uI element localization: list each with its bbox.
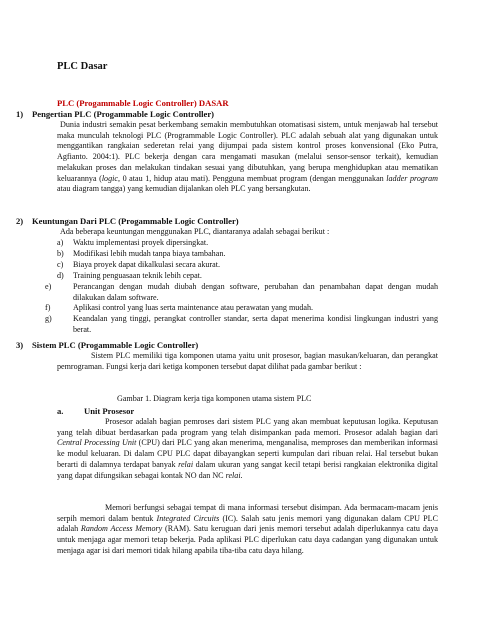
memory-paragraph: Memori berfungsi sebagai tempat di mana informasi tersebut disimpan. Ada bermacam-macam jenis serpih memori dalam bentuk Integrated Circuits (IC). Salah satu jenis memori yang digunakan dalam CPU PLC adalah Random Access Memory (RAM). Satu keruguan dari jenis memori tersebut adalah diperlukannya catu daya untuk menjaga agar memori tetap bekerja. Pada aplikasi PLC diperlukan catu daya cadangan yang digunakan untuk menjaga agar isi dari memori tidak hilang apabila tiba-tiba catu daya hilang.	[57, 503, 438, 555]
section-2-heading	[16, 216, 316, 227]
section-3-paragraph: Sistem PLC memiliki tiga komponen utama yaitu unit prosesor, bagian masukan/keluaran, dan perangkat pemrograman. Fungsi kerja dari ketiga komponen tersebut dapat dilihat pada gambar berikut :	[57, 351, 438, 371]
section-heading-text: Pengertian PLC (Progammable Logic Controller)	[32, 109, 215, 119]
list-item: c) Biaya proyek dapat dikalkulasi secara akurat.	[57, 259, 220, 269]
list-item: a) Waktu implementasi proyek dipersingkat.	[57, 238, 209, 247]
section-number: 3)	[16, 340, 24, 350]
list-item: g) Keandalan yang tinggi, perangkat controller standar, serta dapat menerima kondisi lingkungan industri yang berat.	[45, 314, 438, 335]
advantages-list	[45, 238, 438, 336]
section-2-intro: Ada beberapa keuntungan menggunakan PLC, diantaranya adalah sebagai berikut :	[60, 227, 330, 236]
list-item: d) Training penguasaan teknik lebih cepat.	[57, 270, 202, 280]
list-item: b) Modifikasi lebih mudah tanpa biaya tambahan.	[57, 248, 226, 258]
section-heading-text: Keuntungan Dari PLC (Progammable Logic Controller)	[32, 216, 239, 226]
section-1-paragraph: Dunia industri semakin pesat berkembang semakin membutuhkan otomatisasi sistem, untuk menjawab hal tersebut maka munculah teknologi PLC (Programmable Logic Controller). PLC adalah sebuah alat yang digunakan untuk menggantikan rangkaian sederetan relai yang dijumpai pada sistem kontrol proses konvensional (Eko Putra, Agfianto. 2004:1). PLC bekerja dengan cara mengamati masukan (melalui sensor-sensor terkait), kemudian melakukan proses dan melakukan tindakan sesuai yang dibutuhkan, yang berupa menghidupkan atau mematikan keluarannya (logic, 0 atau 1, hidup atau mati). Pengguna membuat program (dengan menggunakan ladder program atau diagram tangga) yang kemudian dijalankan oleh PLC yang bersangkutan.	[57, 120, 438, 194]
figure-caption: Gambar 1. Diagram kerja tiga komponen utama sistem PLC	[117, 394, 312, 403]
section-number: 2)	[16, 216, 24, 226]
list-item: e) Perancangan dengan mudah diubah dengan software, perubahan dan penambahan dapat dengan mudah dilakukan dalam software.	[45, 281, 438, 302]
document-subtitle: PLC (Progammable Logic Controller) DASAR	[57, 98, 229, 108]
document-title: PLC Dasar	[57, 61, 108, 72]
processor-paragraph: Prosesor adalah bagian pemroses dari sistem PLC yang akan membuat keputusan logika. Keputusan yang telah dibuat berdasarkan pada program yang telah disimpankan pada memori. Prosesor adalah bagian dari Central Processing Unit (CPU) dari PLC yang akan menerima, menganalisa, memproses dan memberikan informasi ke modul keluaran. Di dalam CPU PLC dapat dibayangkan seperti kumpulan dari ribuan relai. Hal tersebut bukan berarti di dalamnya terdapat banyak relai dalam ukuran yang sangat kecil tetapi berisi rangkaian elektronika digital yang dapat difungsikan sebagai kontak NO dan NC relai.	[57, 417, 438, 480]
section-heading-text: Sistem PLC (Progammable Logic Controller)	[32, 340, 199, 350]
document-page: PLC Dasar PLC (Progammable Logic Controller) DASAR 1) Pengertian PLC (Progammable Logic Controller) Dunia industri semakin pesat berkembang semakin membutuhkan otomatisasi sistem, untuk menjawab hal tersebut maka munculah teknologi PLC (Programmable Logic Controller). PLC adalah sebuah alat yang digunakan untuk menggantikan rangkaian sederetan relai yang dijumpai pada sistem kontrol proses konvensional (Eko Putra, Agfianto. 2004:1). PLC bekerja dengan cara mengamati masukan (melalui sensor-sensor terkait), kemudian melakukan proses dan melakukan tindakan sesuai yang dibutuhkan, yang berupa menghidupkan atau mematikan keluarannya (logic, 0 atau 1, hidup atau mati). Pengguna membuat program (dengan menggunakan ladder program atau diagram tangga) yang kemudian dijalankan oleh PLC yang bersangkutan. 2) Keuntungan Dari PLC (Progammable Logic Controller) Ada beberapa keuntungan menggunakan PLC, diantaranya adalah sebagai berikut : a) Waktu implementasi proyek dipersingkat. b) Modifikasi lebih mudah tanpa biaya tambahan. c) Biaya proyek dapat dikalkulasi secara akurat. d) Training penguasaan teknik lebih cepat. e) Perancangan dengan mudah diubah dengan software, perubahan dan penambahan dapat dengan mudah dilakukan dalam software. f) Aplikasi control yang luas serta maintenance atau perawatan yang mudah. g) Keandalan yang tinggi, perangkat controller standar, serta dapat menerima kondisi lingkungan industri yang berat. 3) Sistem PLC (Progammable Logic Controller) Sistem PLC memiliki tiga komponen utama yaitu unit prosesor, bagian masukan/keluaran, dan perangkat pemrograman. Fungsi kerja dari ketiga komponen tersebut dapat dilihat pada gambar berikut : Gambar 1. Diagram kerja tiga komponen utama sistem PLC a. Unit Prosesor Prosesor adalah bagian pemroses dari sistem PLC yang akan membuat keputusan logika. Keputusan yang telah dibuat berdasarkan pada program yang telah disimpankan pada memori. Prosesor adalah bagian dari Central Processing Unit (CPU) dari PLC yang akan menerima, menganalisa, memproses dan memberikan informasi ke modul keluaran. Di dalam CPU PLC dapat dibayangkan seperti kumpulan dari ribuan relai. Hal tersebut bukan berarti di dalamnya terdapat banyak relai dalam ukuran yang sangat kecil tetapi berisi rangkaian elektronika digital yang dapat difungsikan sebagai kontak NO dan NC relai. Memori berfungsi sebagai tempat di mana informasi tersebut disimpan. Ada bermacam-macam jenis serpih memori dalam bentuk Integrated Circuits (IC). Salah satu jenis memori yang digunakan dalam CPU PLC adalah Random Access Memory (RAM). Satu keruguan dari jenis memori tersebut adalah diperlukannya catu daya untuk menjaga agar memori tetap bekerja. Pada aplikasi PLC diperlukan catu daya cadangan yang digunakan untuk menjaga agar isi dari memori tidak hilang apabila tiba-tiba catu daya hilang.	[16, 61, 438, 555]
section-1-heading	[16, 109, 316, 120]
section-number: 1)	[16, 109, 24, 119]
list-item: f) Aplikasi control yang luas serta maintenance atau perawatan yang mudah.	[45, 303, 314, 313]
section-3-heading	[16, 340, 316, 351]
